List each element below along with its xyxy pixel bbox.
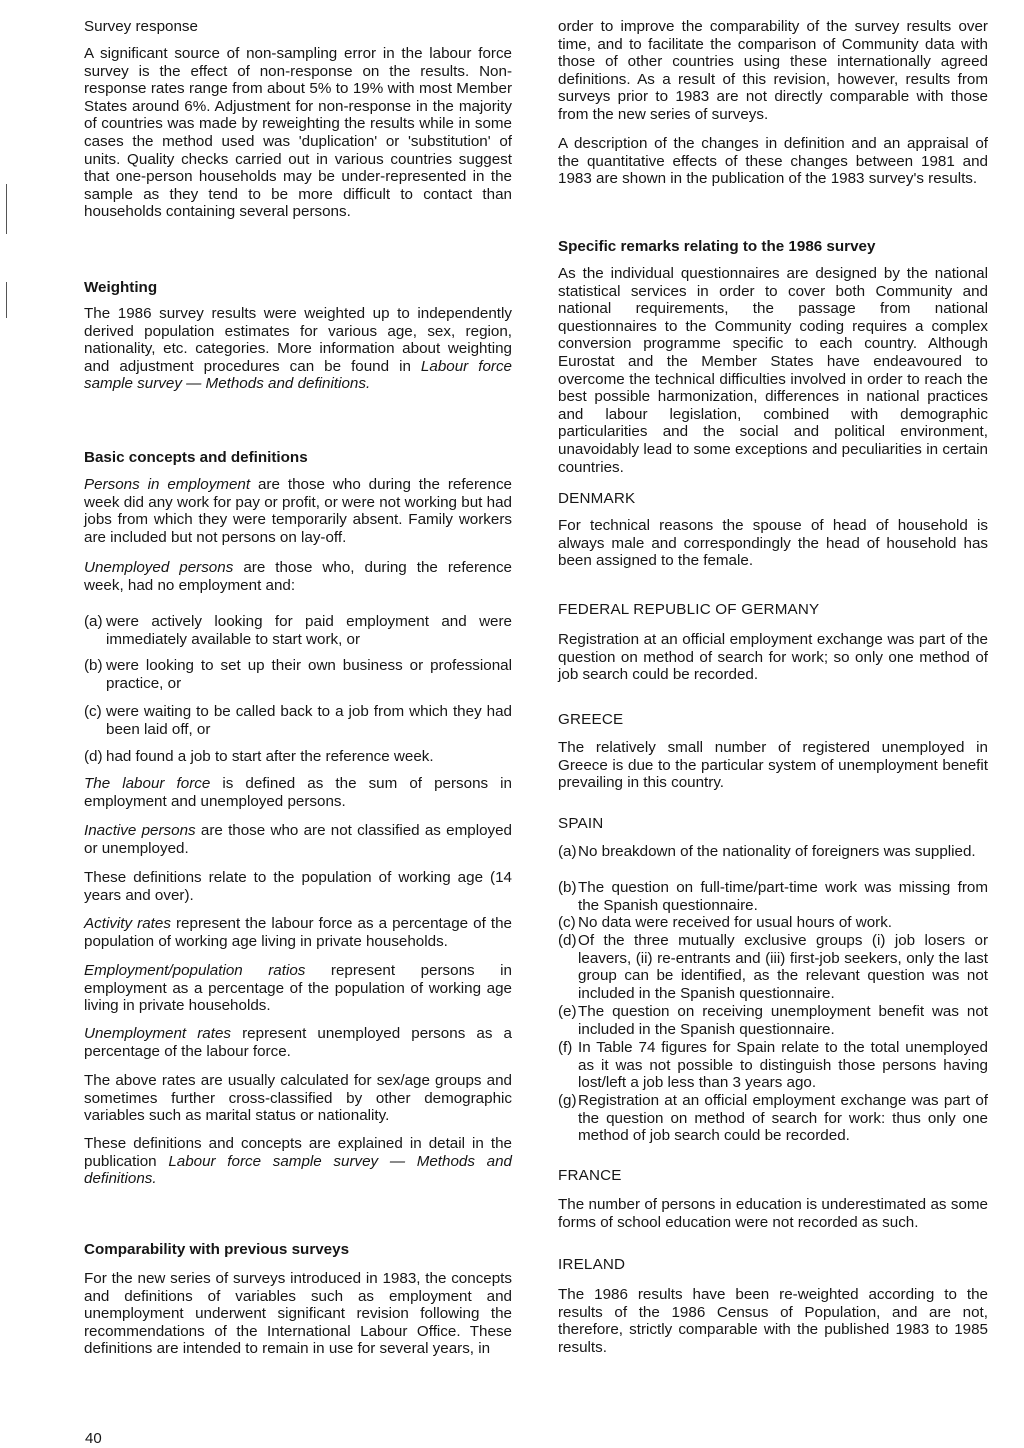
specific-remarks-body-block <box>558 265 988 476</box>
paragraph <box>84 476 512 546</box>
list-item <box>558 843 988 861</box>
weighting-section <box>84 279 512 297</box>
france-section <box>558 1167 988 1185</box>
list-item <box>558 1039 988 1092</box>
list-label: (c) <box>84 703 102 720</box>
section-heading: Survey response <box>84 18 198 35</box>
term: Unemployed persons <box>84 559 234 576</box>
list-text: The question on receiving unemployment benefit was not included in the Spanish questionnaire. <box>578 1003 988 1038</box>
list-text: Registration at an official employment exchange was part of the question on method of search for work: thus only one method of job search could be recorded. <box>578 1092 988 1145</box>
employment-definition <box>84 476 512 546</box>
list-label: (d) <box>84 748 103 765</box>
comparability-body-block <box>84 1270 512 1358</box>
paragraph <box>84 775 512 810</box>
section-heading: Basic concepts and definitions <box>84 449 308 466</box>
country-heading: SPAIN <box>558 815 604 832</box>
text: represent the labour force as a percentage of the population of working age living in private households. <box>84 915 512 950</box>
page-number: 40 <box>85 1430 102 1447</box>
germany-section <box>558 601 988 619</box>
country-heading: FEDERAL REPUBLIC OF GERMANY <box>558 601 820 618</box>
list-text: No data were received for usual hours of work. <box>578 914 893 931</box>
description-block <box>558 135 988 188</box>
list-item <box>558 879 988 914</box>
ireland-section <box>558 1256 988 1274</box>
list-item <box>84 703 512 738</box>
continuation-block <box>558 18 988 124</box>
list-label: (b) <box>558 879 577 896</box>
text: are those who, during the reference week, had no employment and: <box>84 559 512 594</box>
paragraph: Registration at an official employment exchange was part of the question on method of search for work; so only one method of job search could be recorded. <box>558 631 988 684</box>
list-text: The question on full-time/part-time work was missing from the Spanish questionnaire. <box>578 879 988 914</box>
country-heading: IRELAND <box>558 1256 626 1273</box>
activity-rates-definition <box>84 915 512 950</box>
employment-ratio-definition <box>84 962 512 1015</box>
country-heading: FRANCE <box>558 1167 622 1184</box>
germany-body-block <box>558 631 988 684</box>
denmark-section <box>558 490 988 508</box>
paragraph <box>84 822 512 857</box>
section-heading: Weighting <box>84 279 158 296</box>
list-item <box>558 932 988 1002</box>
publication-reference: Labour force sample survey — Methods and definitions. <box>84 357 512 393</box>
text: are those who are not classified as employed or unemployed. <box>84 822 513 857</box>
publication-reference: Labour force sample survey — Methods and definitions. <box>84 1152 512 1188</box>
text: is defined as the sum of persons in employment and unemployed persons. <box>84 775 512 810</box>
paragraph <box>84 1135 512 1188</box>
list-label: (c) <box>558 914 576 931</box>
paragraph <box>84 962 512 1015</box>
term: The labour force <box>84 775 211 792</box>
term: Employment/population ratios <box>84 962 306 979</box>
list-text: In Table 74 figures for Spain relate to the total unemployed as it was not possible to distinguish those persons having lost/left a job less than 3 years ago. <box>578 1039 988 1092</box>
france-body-block <box>558 1196 988 1231</box>
paragraph: For the new series of surveys introduced in 1983, the concepts and definitions of variables such as employment and unemployment underwent significant revision following the recommendations of the International Labour Office. These definitions are intended to remain in use for several years, in <box>84 1270 512 1358</box>
above-rates-note <box>84 1072 512 1125</box>
text: represent unemployed persons as a percentage of the labour force. <box>84 1025 512 1060</box>
unemployment-rate-definition <box>84 1025 512 1060</box>
survey-response-body-block <box>84 45 512 221</box>
paragraph <box>84 559 512 594</box>
list-text: Of the three mutually exclusive groups (i) job losers or leavers, (ii) re-entrants and (iii) first-job seekers, only the last group can be identified, as the relevant question was not included in the Spanish questionnaire. <box>578 932 988 1002</box>
paragraph: A significant source of non-sampling error in the labour force survey is the effect of non-response on the results. Non-response rates range from about 5% to 19% with most Member States around 6%. Adjustment for non-response in the majority of countries was made by reweighting the results while in some cases the method used was 'duplication' or 'substitution' of units. Quality checks carried out in various countries suggest that one-person households may be under-represented in the sample as they tend to be more difficult to contact than households containing several persons. <box>84 45 512 221</box>
list-text: were waiting to be called back to a job from which they had been laid off, or <box>106 703 512 738</box>
term: Unemployment rates <box>84 1025 232 1042</box>
labour-force-definition <box>84 775 512 810</box>
margin-mark <box>6 282 7 318</box>
country-heading: DENMARK <box>558 490 636 507</box>
list-item <box>84 613 512 648</box>
inactive-definition <box>84 822 512 857</box>
list-item <box>558 914 988 932</box>
list-label: (g) <box>558 1092 577 1109</box>
section-heading: Comparability with previous surveys <box>84 1241 350 1258</box>
weighting-body-block <box>84 305 512 393</box>
text: are those who during the reference week did any work for pay or profit, or were not working but had jobs from which they were temporarily absent. Family workers are included but not persons on lay-off. <box>84 476 512 546</box>
country-heading: GREECE <box>558 711 624 728</box>
paragraph: The above rates are usually calculated for sex/age groups and sometimes further cross-classified by other demographic variables such as marital status or nationality. <box>84 1072 512 1125</box>
list-label: (e) <box>558 1003 577 1020</box>
list-text: were looking to set up their own business or professional practice, or <box>106 657 512 692</box>
text: The 1986 survey results were weighted up to independently derived population estimates for various age, sex, region, nationality, etc. categories. More information about weighting and adjustment procedures can be found in <box>84 305 512 375</box>
paragraph: As the individual questionnaires are designed by the national statistical services in order to cover both Community and national requirements, the passage from national questionnaires to the Community coding requires a complex conversion programme specific to each country. Although Eurostat and the Member States have endeavoured to overcome the technical difficulties involved in order to reach the best possible harmonization, differences in national practices and labour legislation, combined with demographic particularities and the social and political environment, unavoidably lead to some exceptions and peculiarities in certain countries. <box>558 265 988 476</box>
paragraph: The number of persons in education is underestimated as some forms of school education were not recorded as such. <box>558 1196 988 1231</box>
list-label: (f) <box>558 1039 573 1056</box>
paragraph <box>84 1025 512 1060</box>
greece-body-block <box>558 739 988 792</box>
list-item <box>558 1003 988 1038</box>
paragraph <box>84 305 512 393</box>
section-heading: Specific remarks relating to the 1986 survey <box>558 238 876 255</box>
paragraph: A description of the changes in definition and an appraisal of the quantitative effects of these changes between 1981 and 1983 are shown in the publication of the 1983 survey's results. <box>558 135 988 188</box>
list-text: No breakdown of the nationality of foreigners was supplied. <box>578 843 976 860</box>
term: Inactive persons <box>84 822 196 839</box>
term: Activity rates <box>84 915 171 932</box>
greece-section <box>558 711 988 729</box>
term: Persons in employment <box>84 476 251 493</box>
ireland-body-block <box>558 1286 988 1356</box>
list-item <box>558 1092 988 1145</box>
paragraph: The relatively small number of registered unemployed in Greece is due to the particular system of unemployment benefit prevailing in this country. <box>558 739 988 792</box>
explained-note <box>84 1135 512 1188</box>
text: represent persons in employment as a percentage of the population of working age living in private households. <box>84 962 512 1015</box>
list-text: were actively looking for paid employment and were immediately available to start work, or <box>106 613 512 648</box>
list-item <box>84 748 512 766</box>
paragraph: The 1986 results have been re-weighted according to the results of the 1986 Census of Population, and are not, therefore, strictly comparable with the published 1983 to 1985 results. <box>558 1286 988 1356</box>
specific-remarks-section <box>558 238 988 256</box>
paragraph: These definitions relate to the population of working age (14 years and over). <box>84 869 512 904</box>
spain-section <box>558 815 988 833</box>
list-label: (a) <box>84 613 103 630</box>
list-label: (d) <box>558 932 577 949</box>
list-label: (b) <box>84 657 103 674</box>
denmark-body-block <box>558 517 988 570</box>
basic-concepts-section <box>84 449 512 467</box>
survey-response-section <box>84 18 512 36</box>
paragraph: For technical reasons the spouse of head of household is always male and correspondingly the head of household has been assigned to the female. <box>558 517 988 570</box>
comparability-section <box>84 1241 512 1259</box>
paragraph: order to improve the comparability of the survey results over time, and to facilitate the comparison of Community data with those of other countries using these internationally agreed definitions. As a result of this revision, however, results from surveys prior to 1983 are not directly comparable with those from the new series of surveys. <box>558 18 988 123</box>
margin-mark <box>6 184 7 234</box>
text: These definitions and concepts are explained in detail in the publication <box>84 1135 512 1170</box>
list-text: had found a job to start after the reference week. <box>106 748 434 765</box>
list-item <box>84 657 512 692</box>
paragraph <box>84 915 512 950</box>
list-label: (a) <box>558 843 577 860</box>
unemployed-definition <box>84 559 512 594</box>
working-age-note <box>84 869 512 904</box>
